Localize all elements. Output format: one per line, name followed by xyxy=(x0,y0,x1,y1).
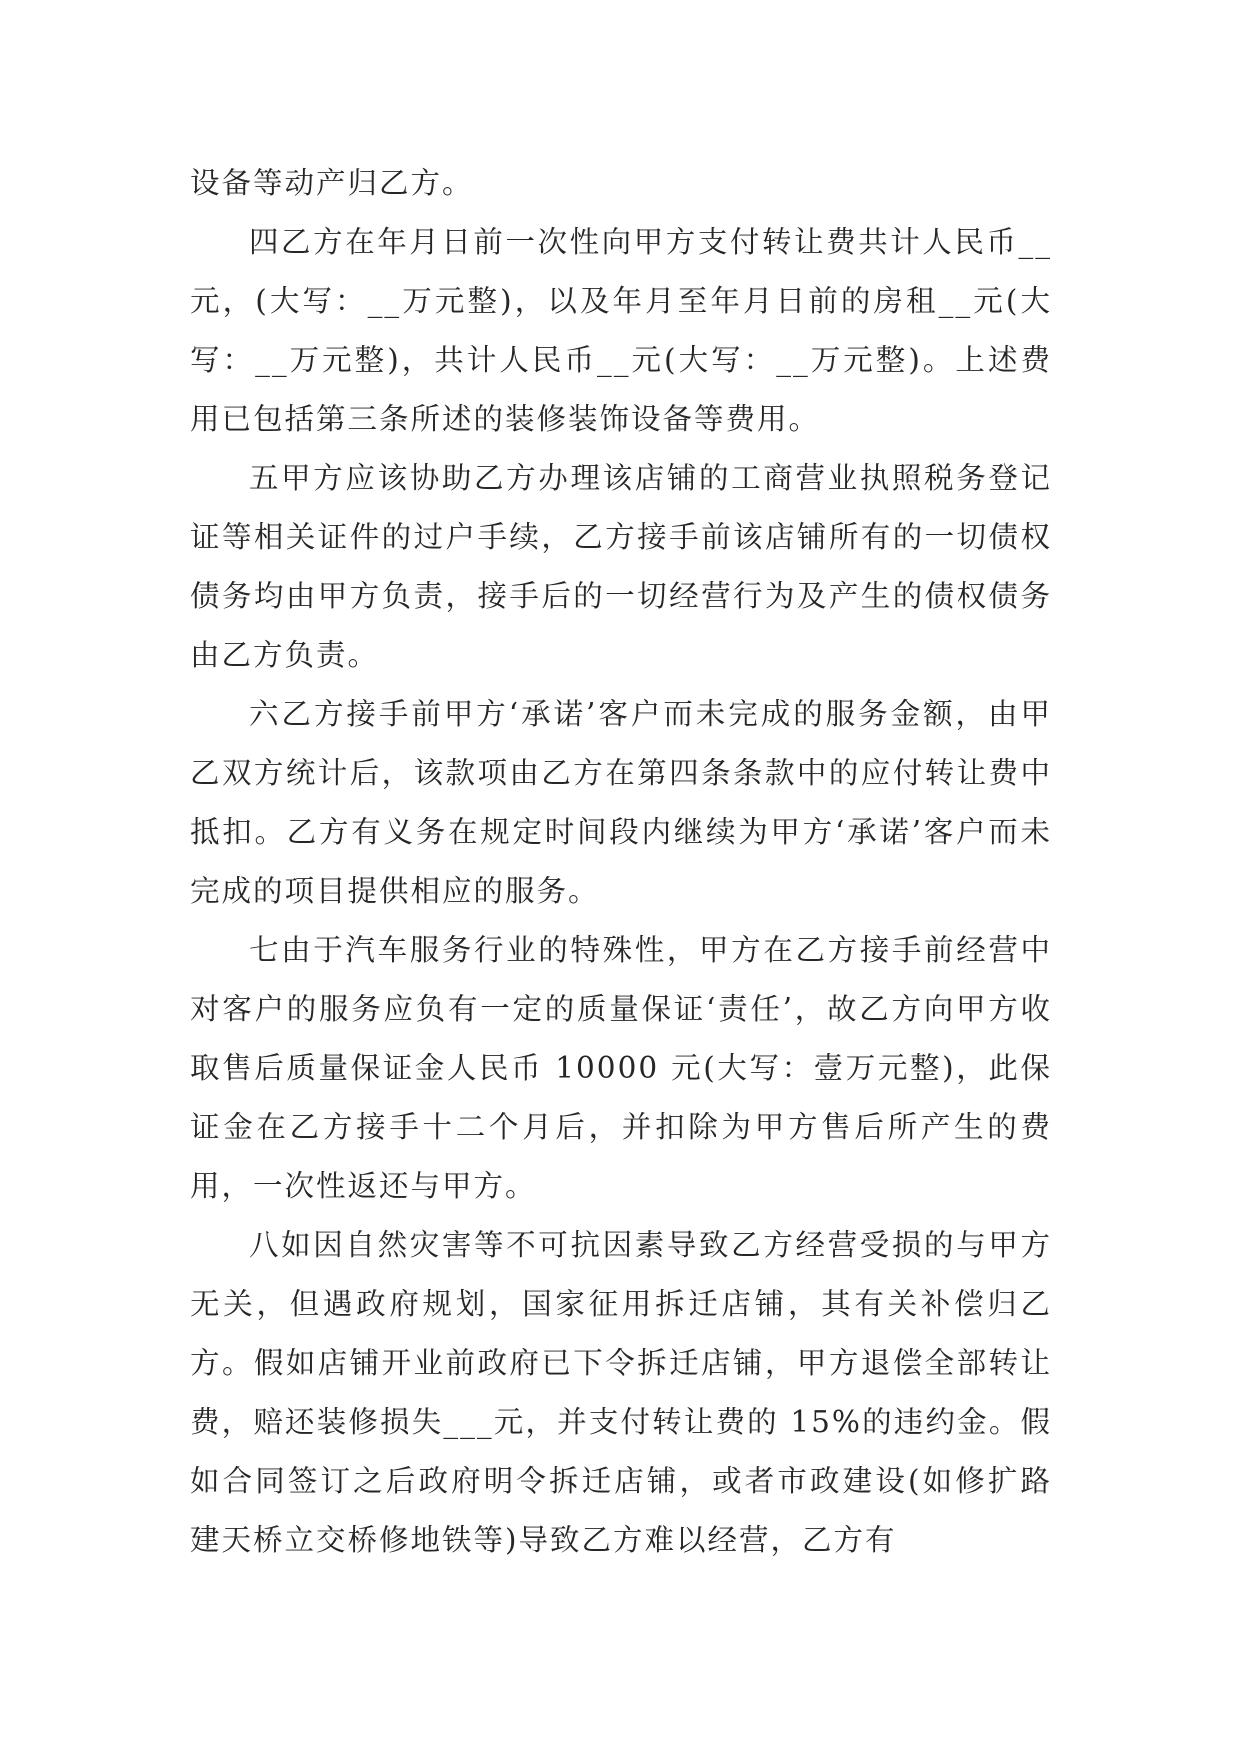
paragraph-clause-8: 八如因自然灾害等不可抗因素导致乙方经营受损的与甲方无关，但遇政府规划，国家征用拆迁店铺，其有关补偿归乙方。假如店铺开业前政府已下令拆迁店铺，甲方退偿全部转让费，赔还装修损失___元，并支付转让费的 15%的违约金。假如合同签订之后政府明令拆迁店铺，或者市政建设(如修扩路建天桥立交桥修地铁等)导致乙方难以经营，乙方有 xyxy=(190,1228,1052,1557)
paragraph-continuation: 设备等动产归乙方。 xyxy=(190,166,474,200)
paragraph-clause-4: 四乙方在年月日前一次性向甲方支付转让费共计人民币__元，(大写：__万元整)，以及年月至年月日前的房租__元(大写：__万元整)，共计人民币__元(大写：__万元整)。上述费用已包括第三条所述的装修装饰设备等费用。 xyxy=(190,225,1052,436)
paragraph-clause-5: 五甲方应该协助乙方办理该店铺的工商营业执照税务登记证等相关证件的过户手续，乙方接手前该店铺所有的一切债权债务均由甲方负责，接手后的一切经营行为及产生的债权债务由乙方负责。 xyxy=(190,461,1052,672)
paragraph-clause-7: 七由于汽车服务行业的特殊性，甲方在乙方接手前经营中对客户的服务应负有一定的质量保证‘责任’，故乙方向甲方收取售后质量保证金人民币 10000 元(大写：壹万元整)，此保证金在乙方接手十二个月后，并扣除为甲方售后所产生的费用，一次性返还与甲方。 xyxy=(190,933,1052,1203)
document-body xyxy=(190,154,1052,1570)
paragraph-clause-6: 六乙方接手前甲方‘承诺’客户而未完成的服务金额，由甲乙双方统计后，该款项由乙方在第四条条款中的应付转让费中抵扣。乙方有义务在规定时间段内继续为甲方‘承诺’客户而未完成的项目提供相应的服务。 xyxy=(190,697,1052,908)
